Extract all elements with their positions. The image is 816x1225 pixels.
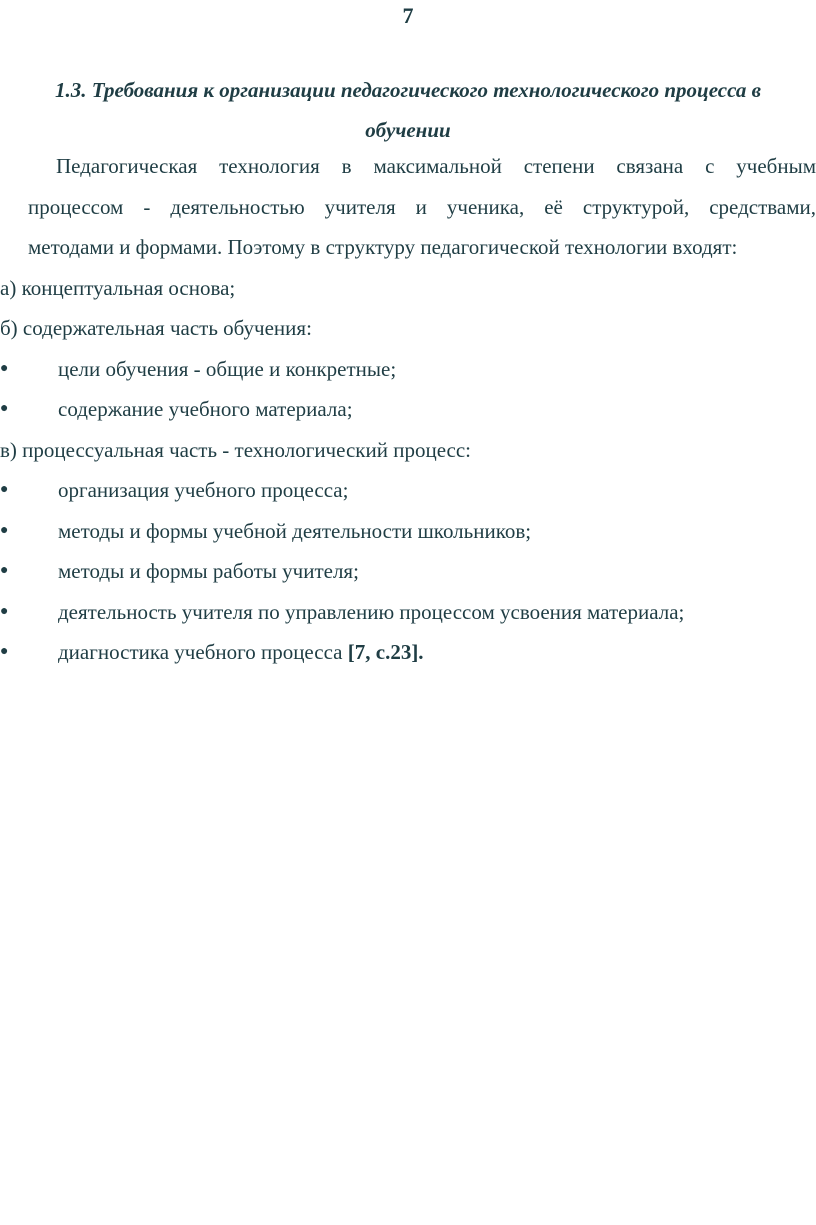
list-item-b: б) содержательная часть обучения:	[0, 316, 312, 340]
bullet-item	[0, 632, 816, 673]
bullet-item	[0, 592, 816, 633]
bullet-text: организация учебного процесса;	[58, 478, 349, 502]
bullet-text: деятельность учителя по управлению процессом усвоения материала;	[58, 599, 685, 624]
body-text	[0, 146, 816, 673]
intro-line-1: Педагогическая технология в максимальной степени связана с учебным	[56, 154, 816, 178]
intro-paragraph	[0, 146, 816, 268]
bullet-item	[0, 389, 816, 430]
citation: [7, с.23].	[347, 640, 424, 664]
bullet-item	[0, 470, 816, 511]
bullet-icon: ●	[0, 401, 9, 416]
bullet-icon: ●	[0, 644, 9, 659]
bullet-text: методы и формы работы учителя;	[58, 559, 359, 583]
bullet-text: цели обучения - общие и конкретные;	[58, 356, 397, 381]
section-heading	[0, 70, 816, 150]
section-heading-line-2: обучении	[365, 118, 451, 142]
intro-line-3: методами и формами. Поэтому в структуру педагогической технологии входят:	[28, 235, 738, 259]
section-heading-line-1: 1.3. Требования к организации педагогического технологического процесса в	[54, 78, 762, 102]
bullet-item	[0, 349, 816, 390]
bullet-icon: ●	[0, 603, 9, 619]
bullet-text: диагностика учебного процесса	[58, 640, 343, 664]
bullet-item	[0, 511, 816, 552]
bullet-item	[0, 551, 816, 592]
bullet-text: методы и формы учебной деятельности школьников;	[58, 518, 532, 543]
bullet-icon: ●	[0, 482, 9, 497]
bullet-icon: ●	[0, 563, 9, 578]
intro-line-2: процессом - деятельностью учителя и ученика, её структурой, средствами,	[28, 194, 816, 219]
bullet-text-with-citation	[58, 632, 424, 673]
bullet-icon: ●	[0, 360, 9, 376]
list-item-a: а) концептуальная основа;	[0, 275, 236, 300]
page-number: 7	[402, 3, 414, 28]
bullet-icon: ●	[0, 522, 9, 538]
list-item-c: в) процессуальная часть - технологический процесс:	[0, 437, 472, 462]
bullet-text: содержание учебного материала;	[58, 397, 353, 421]
